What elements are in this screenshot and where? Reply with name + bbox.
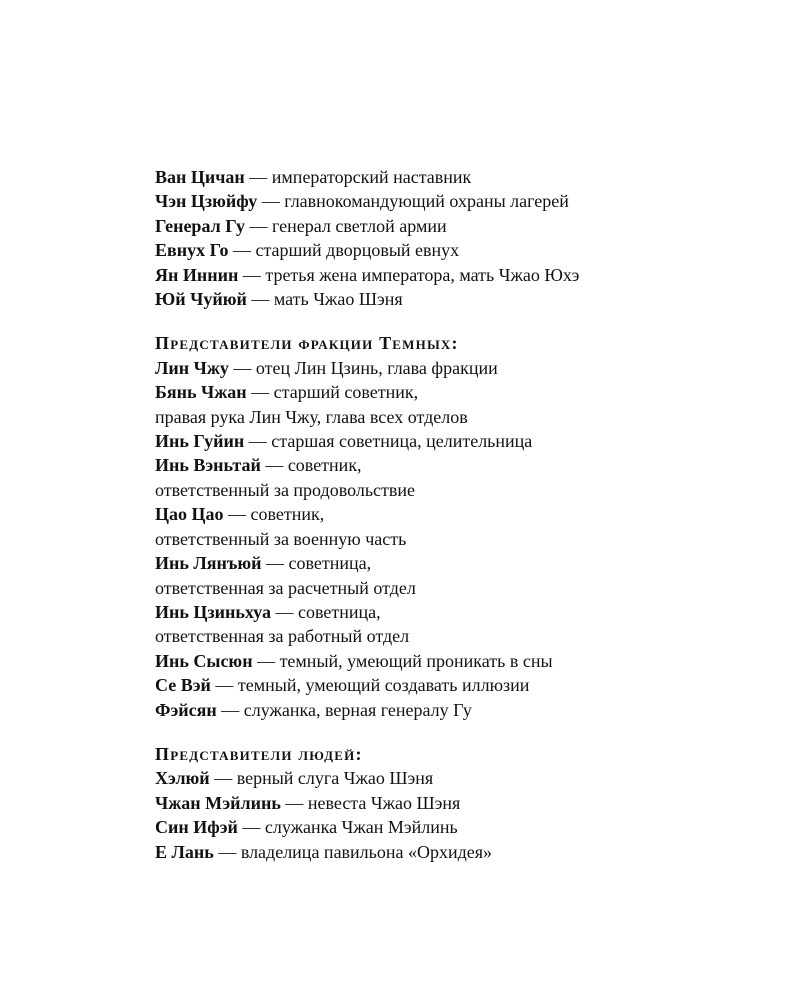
list-item: Юй Чуйюй — мать Чжао Шэня [155,289,403,310]
character-name: Син Ифэй [155,817,238,838]
character-name: Се Вэй [155,675,211,696]
character-description-continued: ответственная за работный отдел [155,626,410,647]
character-description: темный, умеющий проникать в сны [279,650,553,671]
character-name: Бянь Чжан [155,382,247,403]
character-description: советник, [287,455,362,476]
list-item: Инь Сысюн — темный, умеющий проникать в сны [155,650,553,671]
list-item: Хэлюй — верный слуга Чжао Шэня [155,768,434,789]
character-description: темный, умеющий создавать иллюзии [237,675,530,696]
character-name: Юй Чуйюй [155,289,247,310]
character-description: владелица павильона «Орхидея» [240,841,493,862]
list-item: Евнух Го — старший дворцовый евнух [155,240,460,261]
character-name: Ван Цичан [155,167,245,187]
character-description-continued: правая рука Лин Чжу, глава всех отделов [155,406,468,427]
character-description: служанка, верная генералу Гу [243,699,472,720]
list-item: Ван Цичан — императорский наставник [155,167,472,187]
character-description: советник, [250,504,325,525]
character-list-page [155,165,755,864]
character-description-continued: ответственная за расчетный отдел [155,577,416,598]
list-item: Е Лань — владелица павильона «Орхидея» [155,841,493,862]
character-name: Чжан Мэйлинь [155,792,281,813]
character-description: отец Лин Цзинь, глава фракции [255,357,498,378]
character-name: Ян Иннин [155,264,239,285]
character-description: старший советник, [273,382,419,403]
section-people [155,742,755,864]
list-item: Инь Вэньтай — советник, ответственный за продовольствие [155,453,755,502]
section-heading: Представители людей: [155,743,363,764]
character-description-continued: ответственный за военную часть [155,528,407,549]
character-name: Хэлюй [155,768,210,789]
character-name: Е Лань [155,841,214,862]
list-item: Инь Лянъюй — советница, ответственная за расчетный отдел [155,551,755,600]
character-name: Евнух Го [155,240,229,261]
section-heading: Представители фракции Темных: [155,333,459,354]
list-item: Ян Иннин — третья жена императора, мать Чжао Юхэ [155,264,580,285]
list-item: Инь Гуйин — старшая советница, целительница [155,431,533,452]
list-item: Се Вэй — темный, умеющий создавать иллюзии [155,675,530,696]
character-description: старшая советница, целительница [271,431,533,452]
character-description: старший дворцовый евнух [255,240,460,261]
character-description-continued: ответственный за продовольствие [155,479,416,500]
list-item: Цао Цао — советник, ответственный за военную часть [155,502,755,551]
character-description: императорский наставник [271,167,472,187]
character-name: Инь Гуйин [155,431,245,452]
list-item: Лин Чжу — отец Лин Цзинь, глава фракции [155,357,498,378]
character-name: Лин Чжу [155,357,229,378]
section-imperial-court [155,165,755,311]
character-name: Чэн Цзюйфу [155,191,258,212]
character-name: Инь Лянъюй [155,553,262,574]
section-dark-faction [155,331,755,722]
list-item: Син Ифэй — служанка Чжан Мэйлинь [155,817,458,838]
character-description: третья жена императора, мать Чжао Юхэ [265,264,580,285]
list-item: Фэйсян — служанка, верная генералу Гу [155,699,472,720]
character-name: Фэйсян [155,699,217,720]
character-description: верный слуга Чжао Шэня [236,768,434,789]
character-description: мать Чжао Шэня [273,289,403,310]
character-description: служанка Чжан Мэйлинь [264,817,458,838]
list-item: Бянь Чжан — старший советник, правая рука Лин Чжу, глава всех отделов [155,380,755,429]
list-item: Инь Цзиньхуа — советница, ответственная за работный отдел [155,600,755,649]
character-name: Инь Сысюн [155,650,253,671]
character-name: Цао Цао [155,504,224,525]
character-name: Генерал Гу [155,215,245,236]
list-item: Чэн Цзюйфу — главнокомандующий охраны лагерей [155,191,569,212]
character-description: советница, [297,601,381,622]
list-item: Чжан Мэйлинь — невеста Чжао Шэня [155,792,461,813]
character-name: Инь Вэньтай [155,455,261,476]
character-description: генерал светлой армии [271,215,447,236]
character-description: советница, [288,553,372,574]
character-description: главнокомандующий охраны лагерей [284,191,569,212]
character-description: невеста Чжао Шэня [307,792,461,813]
character-name: Инь Цзиньхуа [155,601,271,622]
list-item: Генерал Гу — генерал светлой армии [155,215,447,236]
